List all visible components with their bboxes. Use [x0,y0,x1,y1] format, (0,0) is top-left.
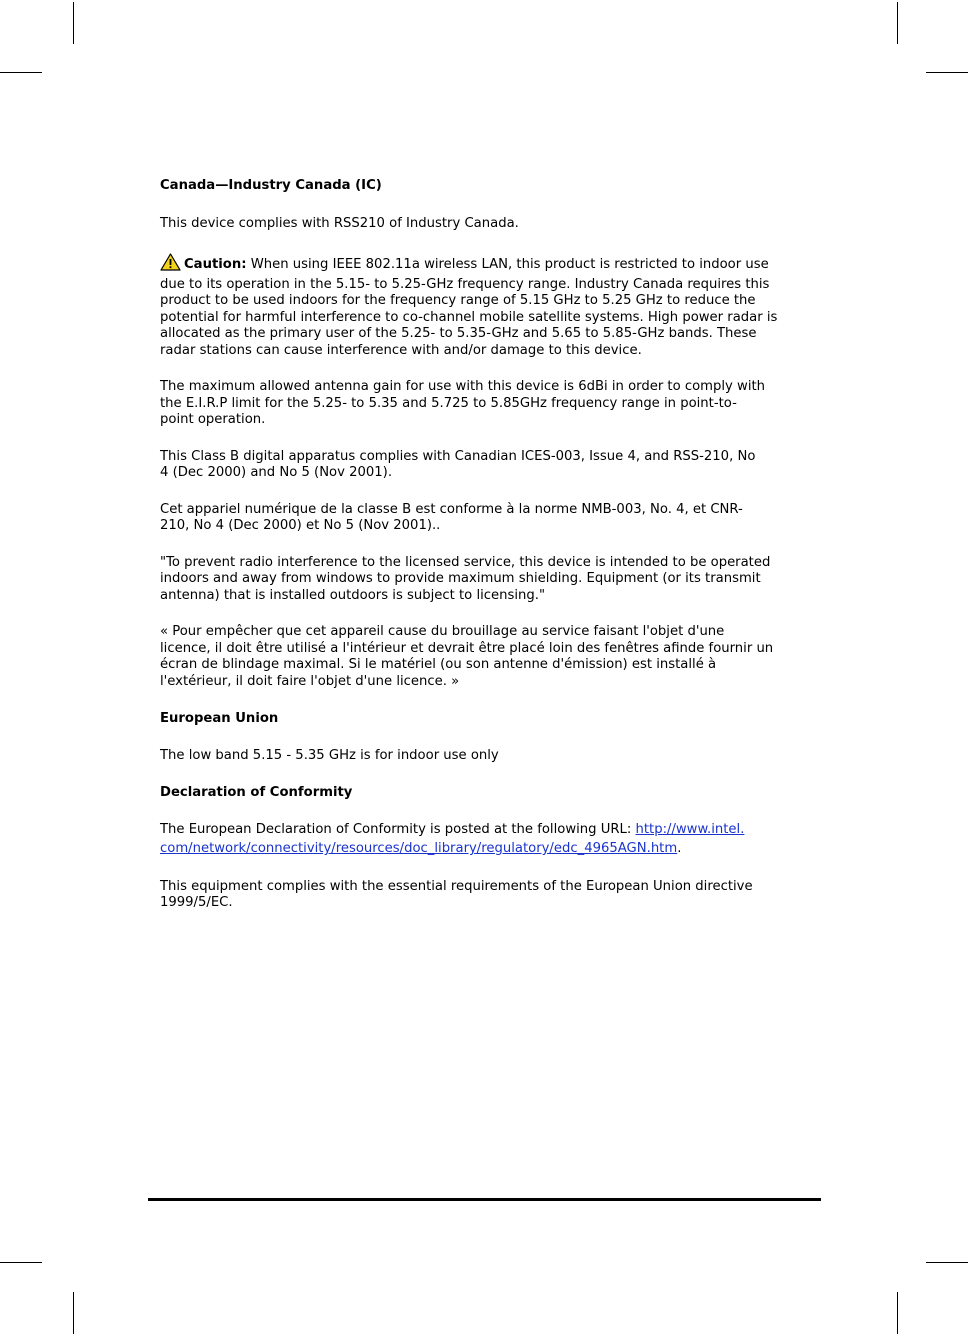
paragraph-radio-interference-fr [160,624,810,690]
crop-mark-top-left-v [73,2,74,44]
text-line: antenna) that is installed outdoors is subject to licensing." [160,587,546,603]
paragraph-radio-interference [160,555,810,605]
paragraph-antenna-gain [160,379,810,429]
caution-line: product to be used indoors for the frequency range of 5.15 GHz to 5.25 GHz to reduce the [160,293,756,308]
text-line: 1999/5/EC. [160,895,233,910]
text-line: « Pour empêcher que cet appareil cause du brouillage au service faisant l'objet d'une [160,624,725,639]
caution-line: allocated as the primary user of the 5.25- to 5.35-GHz and 5.65 to 5.85-GHz bands. These [160,326,757,341]
caution-line: When using IEEE 802.11a wireless LAN, this product is restricted to indoor use [250,257,769,272]
text-line: Cet appariel numérique de la classe B est conforme à la norme NMB-003, No. 4, et CNR- [160,501,743,517]
paragraph-classe-b-fr [160,502,810,535]
declaration-url-link[interactable]: http://www.intel. [635,821,745,837]
text-line: 210, No 4 (Dec 2000) et No 5 (Nov 2001).. [160,518,441,533]
paragraph-eu-low-band: The low band 5.15 - 5.35 GHz is for indoor use only [160,747,499,763]
text-line: "To prevent radio interference to the licensed service, this device is intended to be operated [160,554,771,570]
crop-mark-bottom-right-v [897,1292,898,1334]
text-line: l'extérieur, il doit faire l'objet d'une licence. » [160,673,460,689]
text-line: 4 (Dec 2000) and No 5 (Nov 2001). [160,465,393,480]
heading-european-union: European Union [160,711,279,726]
text-line: This equipment complies with the essential requirements of the European Union directive [160,878,753,894]
heading-canada: Canada—Industry Canada (IC) [160,178,382,193]
caution-line: due to its operation in the 5.15- to 5.25-GHz frequency range. Industry Canada requires this [160,276,770,292]
warning-icon [160,253,181,277]
text-line: This Class B digital apparatus complies with Canadian ICES-003, Issue 4, and RSS-210, No [160,448,756,464]
caution-line: radar stations can cause interference with and/or damage to this device. [160,342,642,358]
crop-mark-top-right-h [926,72,968,73]
text-line: écran de blindage maximal. Si le matériel (ou son antenne d'émission) est installé à [160,657,717,672]
declaration-url-link[interactable]: com/network/connectivity/resources/doc_library/regulatory/edc_4965AGN.htm [160,841,678,856]
crop-mark-bottom-left-h [0,1262,42,1263]
paragraph-class-b [160,449,810,482]
text-line: the E.I.R.P limit for the 5.25- to 5.35 and 5.725 to 5.85GHz frequency range in point-to- [160,395,737,411]
document-body [160,178,810,912]
text-line: indoors and away from windows to provide maximum shielding. Equipment (or its transmit [160,571,761,586]
crop-mark-bottom-right-h [926,1262,968,1263]
text-line: point operation. [160,412,266,427]
paragraph-eu-directive [160,879,810,912]
paragraph-declaration [160,822,810,858]
crop-mark-top-left-h [0,72,42,73]
caution-line: potential for harmful interference to co-channel mobile satellite systems. High power radar is [160,309,778,325]
caution-paragraph [160,253,810,359]
paragraph-rss210: This device complies with RSS210 of Industry Canada. [160,215,519,231]
footer-rule [148,1198,821,1201]
crop-mark-bottom-left-v [73,1292,74,1334]
heading-declaration-of-conformity: Declaration of Conformity [160,785,353,800]
text-line: The maximum allowed antenna gain for use with this device is 6dBi in order to comply with [160,379,766,394]
crop-mark-top-right-v [897,2,898,44]
declaration-end: . [677,841,682,856]
declaration-text: The European Declaration of Conformity is posted at the following URL: [160,821,636,837]
text-line: licence, il doit être utilisé a l'intérieur et devrait être placé loin des fenêtres afinde fournir un [160,640,774,656]
caution-label: Caution: [184,257,247,272]
